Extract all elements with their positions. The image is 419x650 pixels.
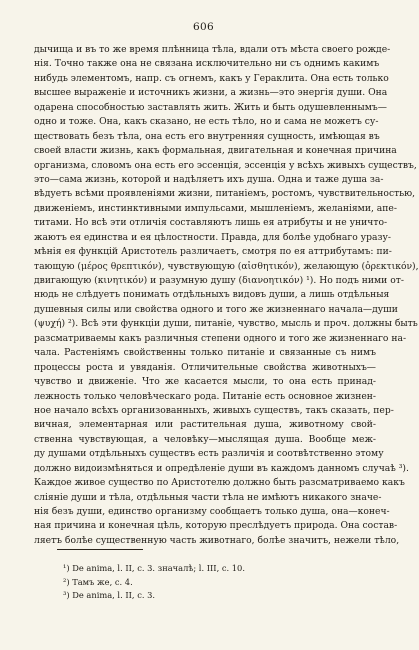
- text-line: высшее выраженіе и источникъ жизни, а жизнь—это энергія души. Она: [34, 87, 388, 99]
- text-line: нія безъ души, единство организму сообщаетъ только душа, она—конеч-: [34, 506, 390, 517]
- text-line: движеніемъ, инстинктивными импульсами, мышленіемъ, желаніями, апе-: [34, 202, 397, 214]
- footnote-divider: [57, 549, 143, 550]
- text-line: Каждое живое существо по Аристотелю должно быть разсматриваемо какъ: [34, 477, 405, 489]
- text-line: чувство и движеніе. Что же касается мысли, то она есть принад-: [34, 376, 376, 388]
- text-line: процессы роста и увяданія. Отличительные свойства животныхъ—: [34, 361, 376, 373]
- text-line: нибудь элементомъ, напр. съ огнемъ, какъ у Гераклита. Она есть только: [34, 72, 389, 84]
- text-line: дычища и въ то же время плѣнница тѣла, вдали отъ мѣста своего рожде-: [34, 44, 391, 55]
- text-line: ное начало всѣхъ организованныхъ, живыхъ существъ, такъ сказать, пер-: [34, 404, 394, 416]
- text-line: лежность только человѣческаго рода. Питаніе есть основное жизнен-: [34, 390, 376, 402]
- text-line: разсматриваемы какъ различныя степени одного и того же жизненнаго на-: [34, 332, 407, 344]
- text-line: сліяніе души и тѣла, отдѣльныя части тѣла не имѣютъ никакого значе-: [34, 491, 382, 503]
- text-line: двигающую (κινητικόν) и разумную душу (διανοητικόν) ¹). Но подъ ними от-: [34, 275, 404, 286]
- text-line: (ψυχή) ²). Всѣ эти функціи души, питаніе, чувство, мысль и проч. должны быть: [34, 318, 418, 330]
- text-line: жаютъ ея единства и ея цѣлостности. Правда, для болѣе удобнаго уразу-: [34, 231, 391, 243]
- footnote: ³) De anima, l. II, c. 3.: [63, 590, 156, 601]
- text-line: ду душами отдѣльныхъ существъ есть различія и соотвѣтственно этому: [34, 448, 384, 460]
- text-line: титами. Но всѣ эти отличія составляютъ лишь ея атрибуты и не уничто-: [34, 217, 388, 229]
- page-number: 606: [193, 21, 214, 33]
- text-line: организма, словомъ она есть его эссенція, эссенція у всѣхъ живыхъ существъ,: [34, 159, 417, 171]
- text-line: вѣдуетъ всѣми проявленіями жизни, питаніемъ, ростомъ, чувствительностью,: [34, 188, 416, 200]
- text-line: ная причина и конечная цѣль, которую преслѣдуетъ природа. Она состав-: [34, 520, 398, 532]
- text-line: своей власти жизнь, какъ формальная, двигательная и конечная причина: [34, 145, 397, 157]
- text-line: чала. Растеніямъ свойственны только питаніе и связанные съ нимъ: [34, 347, 376, 359]
- text-line: душевныя силы или свойства одного и того же жизненнаго начала—души: [34, 303, 398, 315]
- body-text: [34, 43, 419, 548]
- text-line: мѣнія ея функцій Аристотель различаетъ, смотря по ея аттрибутамъ: пи-: [34, 246, 392, 258]
- text-line: это—сама жизнь, которой и надѣляетъ ихъ душа. Одна и таже душа за-: [34, 173, 384, 185]
- text-line: тающую (μέρος θρεπτικόν), чувствующую (αἰσθητικόν), желающую (ὀρεκτικόν),: [34, 260, 419, 272]
- text-line: ляетъ болѣе существенную часть животнаго, болѣе значитъ, нежели тѣло,: [34, 534, 400, 546]
- footnote: ¹) De anima, l. II, c. 3. значалѣ; l. III, c. 10.: [63, 563, 245, 573]
- text-line: нія. Точно также она не связана исключительно ни съ однимъ какимъ: [34, 58, 380, 70]
- text-line: должно видоизмѣняться и опредѣленіе души въ каждомъ данномъ случаѣ ³).: [34, 462, 409, 474]
- footnotes: [63, 562, 363, 603]
- text-line: одно и тоже. Она, какъ сказано, не есть тѣло, но и сама не можетъ су-: [34, 116, 379, 128]
- text-line: ственна чувствующая, а человѣку—мыслящая душа. Вообще меж-: [34, 433, 376, 445]
- text-line: одарена способностью заставлять жить. Жить и быть одушевленнымъ—: [34, 101, 387, 113]
- text-line: вичная, элементарная или растительная душа, животному свой-: [34, 419, 376, 431]
- footnote: ²) Тамъ же, с. 4.: [63, 576, 133, 587]
- text-line: ществовать безъ тѣла, она есть его внутренняя сущность, имѣющая въ: [34, 130, 380, 142]
- text-line: нюдь не слѣдуетъ понимать отдѣльныхъ видовъ души, а лишь отдѣльныя: [34, 289, 390, 301]
